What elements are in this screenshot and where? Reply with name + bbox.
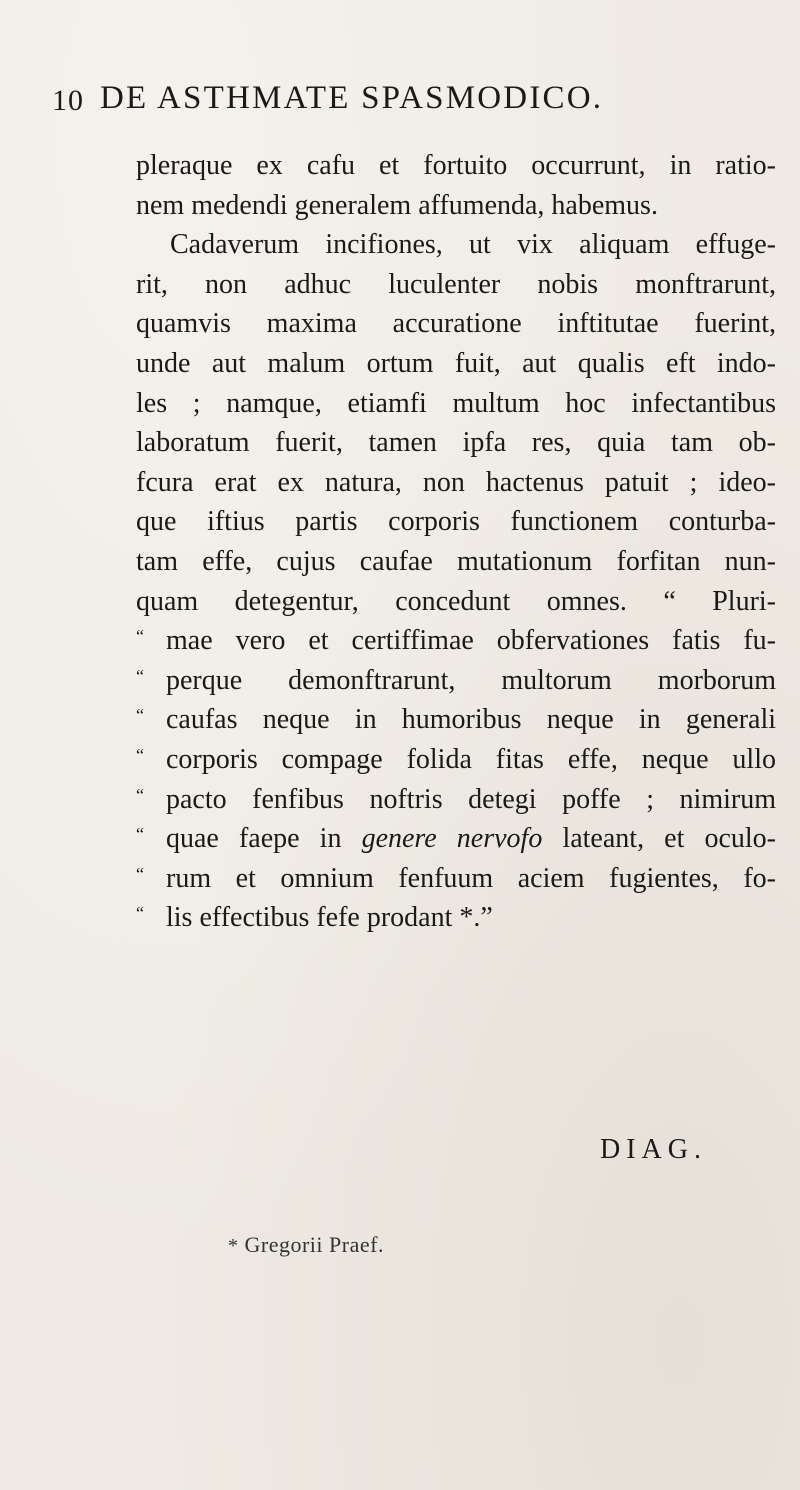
text-line: quamvis maxima accuratione inftitutae fuerint, (136, 308, 776, 340)
running-head-title: DE ASTHMATE SPASMODICO. (100, 80, 604, 116)
text-line: quam detegentur, concedunt omnes. “ Pluri- (136, 585, 776, 617)
quoted-line: “ rum et omnium fenfuum aciem fugientes, fo- (136, 859, 776, 899)
quote-mark: “ (136, 903, 144, 924)
quoted-line: “ lis effectibus fefe prodant *.” (136, 898, 776, 938)
text-line: fcura erat ex natura, non hactenus patuit ; ideo- (136, 466, 776, 498)
text-line: les ; namque, etiamfi multum hoc infectantibus (136, 387, 776, 419)
quote-mark: “ (136, 705, 144, 726)
body-text (136, 146, 776, 938)
page-number: 10 (52, 84, 84, 117)
text-line: rit, non adhuc luculenter nobis monftrarunt, (136, 268, 776, 300)
quoted-line: “ perque demonftrarunt, multorum morborum (136, 661, 776, 701)
quoted-line: “ quae faepe in genere nervofo lateant, et oculo- (136, 819, 776, 859)
quoted-line: “ caufas neque in humoribus neque in generali (136, 700, 776, 740)
text-line: laboratum fuerit, tamen ipfa res, quia tam ob- (136, 427, 776, 459)
quote-mark: “ (136, 784, 144, 805)
text-line: unde aut malum ortum fuit, aut qualis eft indo- (136, 347, 776, 379)
quote-mark: “ (136, 626, 144, 647)
running-head (52, 80, 712, 124)
text-line: nem medendi generalem affumenda, habemus. (136, 189, 658, 221)
quoted-line: “ pacto fenfibus noftris detegi poffe ; nimirum (136, 780, 776, 820)
quote-mark: “ (136, 863, 144, 884)
quote-mark: “ (136, 824, 144, 845)
quote-mark: “ (136, 665, 144, 686)
text-line: que iftius partis corporis functionem conturba- (136, 506, 776, 538)
text-line: tam effe, cujus caufae mutationum forfitan nun- (136, 545, 776, 577)
footnote-marker: * (228, 1235, 239, 1257)
quote-mark: “ (136, 744, 144, 765)
text-line: pleraque ex cafu et fortuito occurrunt, in ratio- (136, 150, 776, 181)
text-line: Cadaverum incifiones, ut vix aliquam effuge- (170, 229, 776, 261)
quoted-line: “ corporis compage folida fitas effe, neque ullo (136, 740, 776, 780)
footnote-text: Gregorii Praef. (244, 1232, 384, 1257)
quoted-line: “ mae vero et certiffimae obfervationes fatis fu- (136, 621, 776, 661)
italic-term: genere nervofo (361, 823, 543, 855)
catchword: DIAG. (600, 1134, 707, 1165)
footnote (228, 1232, 384, 1258)
